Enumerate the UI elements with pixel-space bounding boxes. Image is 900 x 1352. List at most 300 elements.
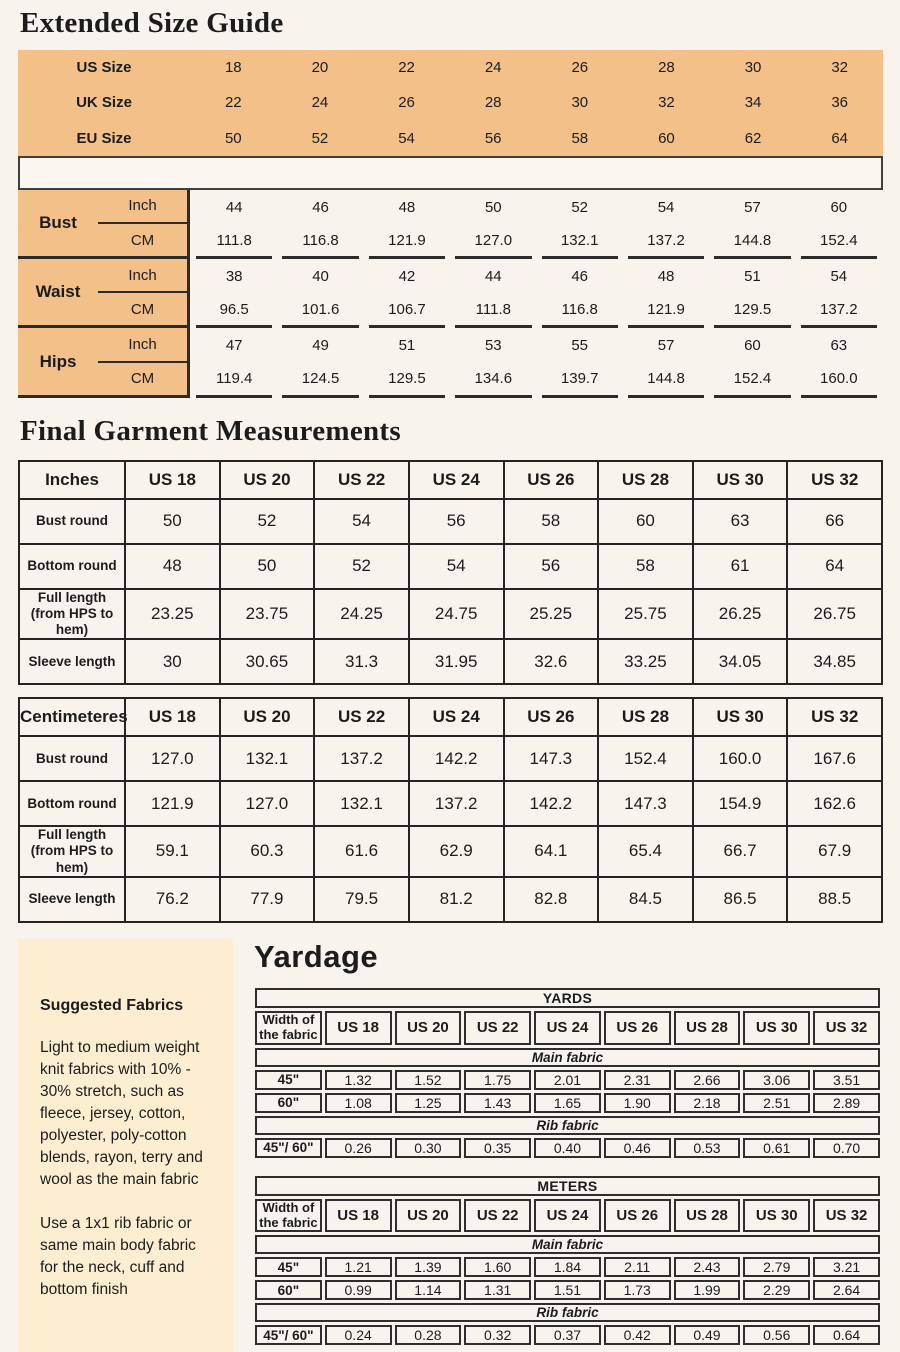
garment-measurements-table xyxy=(18,697,883,923)
yardage-value: 1.65 xyxy=(534,1093,601,1113)
size-column-header: US 32 xyxy=(813,1199,880,1233)
yardage-title: Yardage xyxy=(254,938,379,974)
measurement-value: 34.05 xyxy=(693,639,788,684)
yardage-value: 0.53 xyxy=(674,1138,741,1158)
unit-label-inch: Inch xyxy=(98,259,187,293)
size-value-cell: 56 xyxy=(484,129,502,147)
yardage-value: 1.43 xyxy=(464,1093,531,1113)
measurement-value: 52 xyxy=(314,544,409,589)
fabric-width-label: 45" xyxy=(255,1070,322,1090)
measurement-name: Waist xyxy=(35,282,81,302)
measurement-value-inch: 54 xyxy=(830,267,848,285)
measurement-values xyxy=(190,190,883,259)
measurement-value: 154.9 xyxy=(693,781,788,826)
measurement-name: Bust xyxy=(39,212,77,232)
measurement-value-inch: 60 xyxy=(744,337,761,355)
size-value-cell: 32 xyxy=(831,59,849,77)
yardage-value: 1.52 xyxy=(395,1070,462,1090)
measurement-row xyxy=(19,736,882,781)
fabric-group-row xyxy=(255,1303,880,1322)
measurement-value: 52 xyxy=(220,499,315,544)
measurement-value-inch: 46 xyxy=(312,198,329,216)
measurement-value: 137.2 xyxy=(409,781,504,826)
measurement-value-cm: 129.5 xyxy=(369,363,445,398)
measurement-value-inch: 63 xyxy=(830,337,848,355)
table-header-row xyxy=(19,461,882,499)
measurement-row-label: Sleeve length xyxy=(19,877,125,922)
measurement-value-inch: 48 xyxy=(657,267,675,285)
yardage-row xyxy=(255,1138,880,1158)
yardage-value: 2.43 xyxy=(674,1257,741,1277)
measurement-value-inch: 48 xyxy=(398,198,416,216)
size-value-cell: 22 xyxy=(398,59,415,77)
measurement-value: 82.8 xyxy=(504,877,599,922)
size-column-header: US 30 xyxy=(693,461,788,499)
size-column-header: US 18 xyxy=(125,461,220,499)
measurement-value-cm: 134.6 xyxy=(455,363,531,398)
suggested-fabrics-panel xyxy=(18,939,233,1352)
measurement-value-inch: 50 xyxy=(484,198,502,216)
size-value-cell: 24 xyxy=(311,94,329,112)
measurement-value-inch: 44 xyxy=(484,267,502,285)
yardage-value: 1.75 xyxy=(464,1070,531,1090)
measurement-values xyxy=(190,259,883,328)
yardage-value: 1.14 xyxy=(395,1280,462,1300)
body-measurements-table xyxy=(18,190,883,398)
yardage-value: 0.42 xyxy=(604,1325,671,1345)
size-column-header: US 22 xyxy=(314,698,409,736)
measurement-value: 147.3 xyxy=(504,736,599,781)
yardage-table xyxy=(252,985,883,1161)
yardage-value: 0.26 xyxy=(325,1138,392,1158)
measurement-value: 26.25 xyxy=(693,589,788,640)
measurement-value-cm: 137.2 xyxy=(628,224,704,259)
measurement-value: 127.0 xyxy=(220,781,315,826)
yardage-value: 0.28 xyxy=(395,1325,462,1345)
size-column-header: US 22 xyxy=(464,1011,531,1045)
measurement-value-cm: 139.7 xyxy=(542,363,618,398)
measurement-value-inch: 40 xyxy=(312,267,329,285)
measurement-value-inch: 38 xyxy=(225,267,243,285)
yardage-value: 1.21 xyxy=(325,1257,392,1277)
yardage-value: 2.29 xyxy=(743,1280,810,1300)
size-conversion-table xyxy=(18,50,883,156)
yardage-value: 1.84 xyxy=(534,1257,601,1277)
yardage-value: 2.79 xyxy=(743,1257,810,1277)
measurement-value: 56 xyxy=(409,499,504,544)
measurement-value-cm: 124.5 xyxy=(282,363,358,398)
measurement-value-inch: 57 xyxy=(744,198,761,216)
measurement-row-label: Sleeve length xyxy=(19,639,125,684)
measurement-value: 67.9 xyxy=(787,826,882,877)
measurement-value: 30.65 xyxy=(220,639,315,684)
measurement-row-label: Full length (from HPS to hem) xyxy=(19,826,125,877)
measurement-value-cm: 137.2 xyxy=(801,294,877,329)
measurement-value-cm: 144.8 xyxy=(628,363,704,398)
suggested-fabrics-paragraph-2: Use a 1x1 rib fabric or same main body fabric for the neck, cuff and bottom finish xyxy=(40,1214,196,1298)
yardage-section xyxy=(18,939,883,1352)
yardage-row xyxy=(255,1280,880,1300)
measurement-row xyxy=(19,781,882,826)
body-measurement-section xyxy=(18,259,883,328)
body-measurement-section xyxy=(18,190,883,259)
measurement-value: 58 xyxy=(598,544,693,589)
size-column-header: US 18 xyxy=(125,698,220,736)
measurement-value: 127.0 xyxy=(125,736,220,781)
measurement-value: 142.2 xyxy=(504,781,599,826)
size-column-header: US 26 xyxy=(504,461,599,499)
size-row-label: US Size xyxy=(76,59,132,77)
yardage-unit-header: YARDS xyxy=(255,988,880,1008)
measurement-value: 142.2 xyxy=(409,736,504,781)
measurement-value-cm: 132.1 xyxy=(542,224,618,259)
measurement-value: 23.25 xyxy=(125,589,220,640)
yardage-table xyxy=(252,1173,883,1349)
size-value-cell: 54 xyxy=(398,129,415,147)
measurement-value-inch: 51 xyxy=(744,267,761,285)
measurement-value-inch: 46 xyxy=(571,267,589,285)
measurement-value: 84.5 xyxy=(598,877,693,922)
measurement-row-label: Bust round xyxy=(19,736,125,781)
measurement-value-cm: 106.7 xyxy=(369,294,445,329)
suggested-fabrics-paragraph-1: Light to medium weight knit fabrics with 10% - 30% stretch, such as fleece, jersey, cotton, polyester, poly-cotton blends, rayon, terry and wool as the main fabric xyxy=(40,1038,203,1188)
yardage-value: 2.89 xyxy=(813,1093,880,1113)
size-column-header: US 32 xyxy=(813,1011,880,1045)
yardage-column xyxy=(252,939,883,1352)
size-column-header: US 32 xyxy=(787,461,882,499)
measurement-value: 54 xyxy=(314,499,409,544)
yardage-value: 1.32 xyxy=(325,1070,392,1090)
yardage-value: 1.25 xyxy=(395,1093,462,1113)
yardage-value: 3.06 xyxy=(743,1070,810,1090)
yardage-value: 1.39 xyxy=(395,1257,462,1277)
measurement-value: 54 xyxy=(409,544,504,589)
measurement-value: 64 xyxy=(787,544,882,589)
measurement-value-inch: 54 xyxy=(657,198,675,216)
size-column-header: US 22 xyxy=(464,1199,531,1233)
unit-header: Centimeteres xyxy=(19,698,125,736)
yardage-value: 1.90 xyxy=(604,1093,671,1113)
yardage-tables xyxy=(252,985,883,1349)
yardage-header-row xyxy=(255,1011,880,1045)
size-column-header: US 26 xyxy=(504,698,599,736)
yardage-value: 2.64 xyxy=(813,1280,880,1300)
measurement-value: 81.2 xyxy=(409,877,504,922)
yardage-value: 1.08 xyxy=(325,1093,392,1113)
size-row-label: EU Size xyxy=(76,129,132,147)
measurement-value-cm: 144.8 xyxy=(714,224,790,259)
measurement-value-cm: 116.8 xyxy=(282,224,358,259)
measurement-value: 31.3 xyxy=(314,639,409,684)
measurement-value: 121.9 xyxy=(125,781,220,826)
size-column-header: US 24 xyxy=(534,1199,601,1233)
measurement-row xyxy=(19,826,882,877)
measurement-value: 64.1 xyxy=(504,826,599,877)
yardage-row xyxy=(255,1257,880,1277)
measurement-row xyxy=(19,877,882,922)
unit-label-cm: CM xyxy=(130,370,155,388)
size-value-cell: 58 xyxy=(571,129,589,147)
measurement-value-inch: 42 xyxy=(398,267,416,285)
measurement-row xyxy=(19,499,882,544)
measurement-value: 61 xyxy=(693,544,788,589)
measurement-value-cm: 121.9 xyxy=(628,294,704,329)
measurement-label-block xyxy=(18,190,190,259)
unit-header: Inches xyxy=(19,461,125,499)
measurement-value: 160.0 xyxy=(693,736,788,781)
yardage-value: 0.30 xyxy=(395,1138,462,1158)
size-value-cell: 28 xyxy=(484,94,502,112)
size-value-cell: 52 xyxy=(311,129,329,147)
yardage-value: 0.37 xyxy=(534,1325,601,1345)
size-column-header: US 28 xyxy=(674,1011,741,1045)
size-value-cell: 62 xyxy=(744,129,762,147)
measurement-value: 86.5 xyxy=(693,877,788,922)
measurement-name: Hips xyxy=(39,351,77,371)
measurement-values xyxy=(190,328,883,397)
yardage-unit-header-row xyxy=(255,1176,880,1196)
size-column-header: US 28 xyxy=(674,1199,741,1233)
yardage-value: 3.51 xyxy=(813,1070,880,1090)
measurement-value: 48 xyxy=(125,544,220,589)
table-header-row xyxy=(19,698,882,736)
yardage-value: 3.21 xyxy=(813,1257,880,1277)
measurement-value: 63 xyxy=(693,499,788,544)
yardage-row xyxy=(255,1093,880,1113)
unit-labels xyxy=(98,328,187,394)
fabric-group-label: Rib fabric xyxy=(255,1116,880,1135)
measurement-row xyxy=(19,589,882,640)
fabric-group-label: Main fabric xyxy=(255,1235,880,1254)
measurement-value-cm: 152.4 xyxy=(801,224,877,259)
size-value-cell: 26 xyxy=(571,59,589,77)
size-column-header: US 26 xyxy=(604,1011,671,1045)
extended-size-guide-title: Extended Size Guide xyxy=(20,7,284,39)
measurement-value: 66.7 xyxy=(693,826,788,877)
measurement-value-cm: 96.5 xyxy=(196,294,272,329)
size-value-cell: 18 xyxy=(224,59,242,77)
yardage-value: 0.46 xyxy=(604,1138,671,1158)
yardage-unit-header: METERS xyxy=(255,1176,880,1196)
yardage-value: 0.64 xyxy=(813,1325,880,1345)
fabric-width-label: 45"/ 60" xyxy=(255,1138,322,1158)
measurement-value: 77.9 xyxy=(220,877,315,922)
yardage-value: 0.70 xyxy=(813,1138,880,1158)
measurement-value: 32.6 xyxy=(504,639,599,684)
garment-measurements-table xyxy=(18,460,883,686)
measurement-value-cm: 101.6 xyxy=(282,294,358,329)
yardage-value: 0.24 xyxy=(325,1325,392,1345)
size-value-cell: 36 xyxy=(831,94,849,112)
fabric-group-label: Main fabric xyxy=(255,1048,880,1067)
measurement-value: 24.75 xyxy=(409,589,504,640)
unit-labels xyxy=(98,259,187,325)
width-of-fabric-header: Width of the fabric xyxy=(255,1011,322,1045)
fabric-width-label: 60" xyxy=(255,1093,322,1113)
yardage-value: 2.18 xyxy=(674,1093,741,1113)
measurement-value: 50 xyxy=(125,499,220,544)
measurement-value: 132.1 xyxy=(220,736,315,781)
size-value-cell: 64 xyxy=(831,129,849,147)
unit-label-cm: CM xyxy=(130,231,155,249)
size-column-header: US 28 xyxy=(598,698,693,736)
size-column-header: US 32 xyxy=(787,698,882,736)
size-column-header: US 24 xyxy=(534,1011,601,1045)
fabric-group-row xyxy=(255,1235,880,1254)
size-value-cell: 28 xyxy=(658,59,675,77)
measurement-value-cm: 116.8 xyxy=(542,294,618,329)
measurement-value-cm: 127.0 xyxy=(455,224,531,259)
size-value-cell: 26 xyxy=(398,94,415,112)
yardage-value: 1.73 xyxy=(604,1280,671,1300)
measurement-label-block xyxy=(18,328,190,397)
measurement-value-cm: 152.4 xyxy=(714,363,790,398)
fabric-width-label: 45"/ 60" xyxy=(255,1325,322,1345)
measurement-row xyxy=(19,544,882,589)
yardage-value: 0.40 xyxy=(534,1138,601,1158)
yardage-row xyxy=(255,1325,880,1345)
yardage-value: 1.60 xyxy=(464,1257,531,1277)
unit-labels xyxy=(98,190,187,256)
size-value-cell: 60 xyxy=(658,129,675,147)
suggested-fabrics-title: Suggested Fabrics xyxy=(40,996,184,1014)
measurement-row-label: Bust round xyxy=(19,499,125,544)
measurement-value: 60.3 xyxy=(220,826,315,877)
yardage-value: 2.11 xyxy=(604,1257,671,1277)
measurement-value-inch: 55 xyxy=(571,337,589,355)
width-of-fabric-header: Width of the fabric xyxy=(255,1199,322,1233)
yardage-value: 1.31 xyxy=(464,1280,531,1300)
yardage-value: 0.32 xyxy=(464,1325,531,1345)
size-value-cell: 24 xyxy=(484,59,502,77)
measurement-value: 152.4 xyxy=(598,736,693,781)
measurement-value: 61.6 xyxy=(314,826,409,877)
measurement-value: 23.75 xyxy=(220,589,315,640)
yardage-value: 1.99 xyxy=(674,1280,741,1300)
measurement-value: 34.85 xyxy=(787,639,882,684)
measurement-value-inch: 53 xyxy=(484,337,502,355)
size-value-cell: 30 xyxy=(571,94,589,112)
measurement-row-label: Full length (from HPS to hem) xyxy=(19,589,125,640)
fabric-width-label: 45" xyxy=(255,1257,322,1277)
size-column-header: US 18 xyxy=(325,1199,392,1233)
measurement-value: 62.9 xyxy=(409,826,504,877)
size-value-cell: 32 xyxy=(658,94,675,112)
measurement-value: 56 xyxy=(504,544,599,589)
measurement-value: 65.4 xyxy=(598,826,693,877)
empty-divider-row xyxy=(18,156,883,190)
yardage-value: 2.31 xyxy=(604,1070,671,1090)
measurement-value: 66 xyxy=(787,499,882,544)
yardage-value: 1.51 xyxy=(534,1280,601,1300)
size-value-cell: 22 xyxy=(224,94,242,112)
size-row-label: UK Size xyxy=(76,94,132,112)
measurement-value: 58 xyxy=(504,499,599,544)
measurement-row xyxy=(19,639,882,684)
measurement-value-inch: 52 xyxy=(571,198,589,216)
yardage-value: 2.01 xyxy=(534,1070,601,1090)
measurement-value: 132.1 xyxy=(314,781,409,826)
measurement-row-label: Bottom round xyxy=(19,781,125,826)
fabric-width-label: 60" xyxy=(255,1280,322,1300)
final-garment-title: Final Garment Measurements xyxy=(20,414,401,447)
size-column-header: US 26 xyxy=(604,1199,671,1233)
measurement-value: 88.5 xyxy=(787,877,882,922)
measurement-value: 79.5 xyxy=(314,877,409,922)
size-column-header: US 20 xyxy=(220,461,315,499)
measurement-value: 25.75 xyxy=(598,589,693,640)
measurement-value-inch: 44 xyxy=(225,198,243,216)
body-measurement-section xyxy=(18,328,883,397)
size-value-cell: 20 xyxy=(311,59,329,77)
measurement-value: 25.25 xyxy=(504,589,599,640)
measurement-value-inch: 51 xyxy=(398,337,416,355)
measurement-value: 50 xyxy=(220,544,315,589)
yardage-value: 2.66 xyxy=(674,1070,741,1090)
measurement-value-cm: 111.8 xyxy=(455,294,531,329)
yardage-header-row xyxy=(255,1199,880,1233)
size-column-header: US 22 xyxy=(314,461,409,499)
yardage-value: 0.35 xyxy=(464,1138,531,1158)
measurement-value: 31.95 xyxy=(409,639,504,684)
measurement-value: 167.6 xyxy=(787,736,882,781)
measurement-value: 147.3 xyxy=(598,781,693,826)
measurement-value-inch: 49 xyxy=(312,337,329,355)
yardage-value: 0.99 xyxy=(325,1280,392,1300)
measurement-value-cm: 160.0 xyxy=(801,363,877,398)
unit-label-cm: CM xyxy=(130,300,155,318)
size-value-cell: 50 xyxy=(224,129,242,147)
measurement-value: 26.75 xyxy=(787,589,882,640)
measurement-value-inch: 60 xyxy=(830,198,848,216)
size-column-header: US 20 xyxy=(395,1199,462,1233)
size-column-header: US 30 xyxy=(743,1011,810,1045)
measurement-value: 76.2 xyxy=(125,877,220,922)
measurement-value-cm: 111.8 xyxy=(196,224,272,259)
measurement-value-cm: 119.4 xyxy=(196,363,272,398)
fabric-group-label: Rib fabric xyxy=(255,1303,880,1322)
measurement-label-block xyxy=(18,259,190,328)
final-garment-tables xyxy=(18,460,883,923)
measurement-value-cm: 121.9 xyxy=(369,224,445,259)
measurement-value-cm: 129.5 xyxy=(714,294,790,329)
fabric-group-row xyxy=(255,1048,880,1067)
size-column-header: US 20 xyxy=(220,698,315,736)
size-column-header: US 30 xyxy=(693,698,788,736)
yardage-row xyxy=(255,1070,880,1090)
size-column-header: US 24 xyxy=(409,698,504,736)
measurement-value-inch: 47 xyxy=(225,337,243,355)
fabric-group-row xyxy=(255,1116,880,1135)
measurement-value: 162.6 xyxy=(787,781,882,826)
measurement-value-inch: 57 xyxy=(657,337,675,355)
size-value-cell: 34 xyxy=(744,94,762,112)
measurement-value: 59.1 xyxy=(125,826,220,877)
measurement-value: 24.25 xyxy=(314,589,409,640)
unit-label-inch: Inch xyxy=(98,328,187,362)
yardage-value: 0.61 xyxy=(743,1138,810,1158)
measurement-value: 137.2 xyxy=(314,736,409,781)
measurement-value: 60 xyxy=(598,499,693,544)
size-column-header: US 20 xyxy=(395,1011,462,1045)
unit-label-inch: Inch xyxy=(98,190,187,224)
yardage-value: 2.51 xyxy=(743,1093,810,1113)
size-column-header: US 28 xyxy=(598,461,693,499)
yardage-value: 0.49 xyxy=(674,1325,741,1345)
yardage-value: 0.56 xyxy=(743,1325,810,1345)
size-column-header: US 30 xyxy=(743,1199,810,1233)
size-column-header: US 18 xyxy=(325,1011,392,1045)
